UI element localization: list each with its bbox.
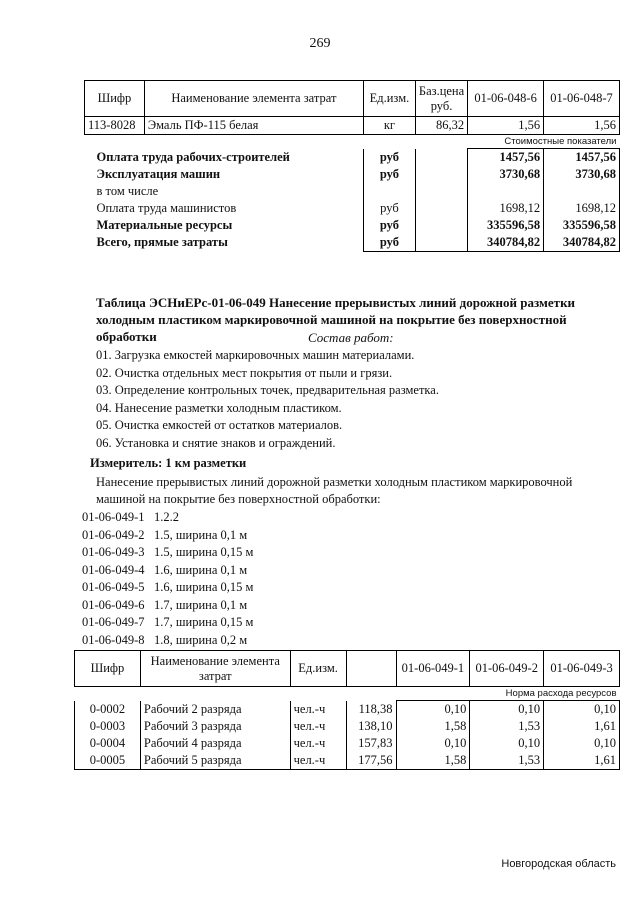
t2-header-name: Наименование элемента затрат	[140, 651, 290, 687]
footer-region: Новгородская область	[501, 858, 616, 870]
code-id: 01-06-049-7	[82, 615, 145, 629]
cost-v2: 340784,82	[544, 234, 620, 252]
header-name: Наименование элемента затрат	[144, 81, 363, 117]
code-text: 1.6, ширина 0,1 м	[154, 562, 248, 577]
cost-unit	[363, 183, 415, 200]
resource-row	[75, 735, 620, 752]
works-title: Состав работ:	[308, 330, 394, 345]
code-text: 1.6, ширина 0,15 м	[154, 580, 254, 594]
cost-row	[85, 234, 620, 252]
work-item: 05. Очистка емкостей от остатков материалов.	[96, 418, 343, 432]
code-id: 01-06-049-3	[82, 545, 145, 559]
code-id: 01-06-049-6	[82, 597, 145, 612]
header-code: Шифр	[85, 81, 145, 117]
cost-empty	[415, 200, 467, 217]
code-id: 01-06-049-8	[82, 632, 145, 647]
cost-name: в том числе	[96, 184, 159, 198]
cost-row	[85, 217, 620, 234]
code-id: 01-06-049-1	[82, 510, 145, 524]
cost-table-048	[84, 80, 620, 252]
t2-header-col3: 01-06-049-3	[544, 651, 620, 687]
code-text: 1.8, ширина 0,2 м	[154, 632, 248, 647]
material-val2: 1,56	[544, 117, 620, 135]
cost-name: Эксплуатация машин	[96, 167, 221, 181]
material-unit: кг	[363, 117, 415, 135]
code-text: 1.7, ширина 0,1 м	[154, 597, 248, 612]
cost-v1: 1698,12	[468, 200, 544, 217]
description: Нанесение прерывистых линий дорожной разметки холодным пластиком маркировочной машиной на покрытие без поверхностной обработки:	[96, 475, 573, 506]
resource-cell: Рабочий 2 разряда	[140, 701, 290, 719]
works-list	[96, 348, 439, 453]
cost-row	[85, 183, 620, 200]
code-item	[82, 598, 253, 616]
resource-cell: 0,10	[470, 735, 544, 752]
work-item: 04. Нанесение разметки холодным пластиком.	[96, 400, 342, 415]
work-item: 06. Установка и снятие знаков и ограждений.	[96, 435, 336, 450]
resource-cell: 1,53	[470, 718, 544, 735]
cost-empty	[415, 149, 467, 167]
code-id: 01-06-049-4	[82, 562, 145, 577]
code-item	[82, 615, 253, 633]
work-item: 03. Определение контрольных точек, предварительная разметка.	[96, 383, 439, 397]
code-id: 01-06-049-2	[82, 527, 145, 542]
cost-v1: 3730,68	[468, 166, 544, 183]
resource-cell: чел.-ч	[290, 735, 346, 752]
code-item	[82, 510, 253, 528]
code-id: 01-06-049-5	[82, 580, 145, 594]
cost-name: Оплата труда машинистов	[96, 201, 237, 215]
resource-table-049	[74, 650, 620, 770]
cost-empty	[415, 166, 467, 183]
resource-cell: 157,83	[346, 735, 396, 752]
resource-cell: 0,10	[470, 701, 544, 719]
cost-v2: 335596,58	[544, 217, 620, 234]
resource-row	[75, 701, 620, 719]
header-col1: 01-06-048-6	[468, 81, 544, 117]
resource-cell: Рабочий 5 разряда	[140, 752, 290, 770]
resource-cell: 1,61	[544, 752, 620, 770]
cost-unit: руб	[363, 234, 415, 252]
header-price: Баз.цена руб.	[415, 81, 467, 117]
cost-name: Всего, прямые затраты	[96, 235, 228, 250]
cost-empty	[415, 217, 467, 234]
code-item	[82, 633, 253, 651]
codes-list	[82, 510, 253, 650]
cost-name: Материальные ресурсы	[96, 218, 233, 232]
header-col2: 01-06-048-7	[544, 81, 620, 117]
material-val1: 1,56	[468, 117, 544, 135]
cost-unit: руб	[363, 217, 415, 234]
code-text: 1.7, ширина 0,15 м	[154, 615, 254, 629]
cost-unit: руб	[363, 149, 415, 167]
resource-cell: 0-0004	[75, 735, 141, 752]
meter: Измеритель: 1 км разметки	[90, 456, 247, 470]
resource-cell: 1,61	[544, 718, 620, 735]
cost-v2	[544, 183, 620, 200]
cost-v1: 335596,58	[468, 217, 544, 234]
cost-v2: 3730,68	[544, 166, 620, 183]
resource-cell: 0,10	[396, 735, 470, 752]
cost-unit: руб	[363, 200, 415, 217]
t2-header-col1: 01-06-049-1	[396, 651, 470, 687]
code-item	[82, 563, 253, 581]
cost-name: Оплата труда рабочих-строителей	[96, 149, 290, 164]
material-price: 86,32	[415, 117, 467, 135]
resource-cell: 118,38	[346, 701, 396, 719]
resource-cell: чел.-ч	[290, 701, 346, 719]
resource-row	[75, 718, 620, 735]
table-title: Таблица ЭСНиЕРс-01-06-049 Нанесение прерывистых линий дорожной разметки холодным пластиком маркировочной машиной на покрытие без поверхностной обработки	[96, 295, 576, 344]
cost-v1: 340784,82	[468, 234, 544, 252]
cost-row	[85, 166, 620, 183]
code-text: 1.2.2	[154, 510, 179, 524]
resource-cell: 0-0005	[75, 752, 141, 770]
resource-cell: чел.-ч	[290, 752, 346, 770]
resource-cell: 0,10	[396, 701, 470, 719]
work-item: 02. Очистка отдельных мест покрытия от пыли и грязи.	[96, 365, 393, 380]
resource-cell: 1,53	[470, 752, 544, 770]
resource-cell: чел.-ч	[290, 718, 346, 735]
t2-header-price	[346, 651, 396, 687]
cost-v1	[468, 183, 544, 200]
resource-cell: Рабочий 4 разряда	[140, 735, 290, 752]
code-text: 1.5, ширина 0,1 м	[154, 527, 248, 542]
material-code: 113-8028	[85, 117, 145, 135]
cost-v2: 1457,56	[544, 149, 620, 167]
resource-cell: 177,56	[346, 752, 396, 770]
resource-cell: 138,10	[346, 718, 396, 735]
resource-row	[75, 752, 620, 770]
resource-cell: 1,58	[396, 718, 470, 735]
code-text: 1.5, ширина 0,15 м	[154, 545, 254, 559]
cost-empty	[415, 183, 467, 200]
cost-row	[85, 149, 620, 167]
resource-cell: 0,10	[544, 735, 620, 752]
cost-unit: руб	[363, 166, 415, 183]
resource-cell: 0-0002	[75, 701, 141, 719]
resource-cell: 0-0003	[75, 718, 141, 735]
resource-cell: 1,58	[396, 752, 470, 770]
t2-header-unit: Ед.изм.	[290, 651, 346, 687]
cost-empty	[415, 234, 467, 252]
cost-row	[85, 200, 620, 217]
code-item	[82, 545, 253, 563]
t2-header-col2: 01-06-049-2	[470, 651, 544, 687]
norm-caption: Норма расхода ресурсов	[396, 687, 619, 701]
resource-cell: 0,10	[544, 701, 620, 719]
t2-header-code: Шифр	[75, 651, 141, 687]
header-unit: Ед.изм.	[363, 81, 415, 117]
cost-v2: 1698,12	[544, 200, 620, 217]
code-item	[82, 528, 253, 546]
material-name: Эмаль ПФ-115 белая	[144, 117, 363, 135]
code-item	[82, 580, 253, 598]
resource-cell: Рабочий 3 разряда	[140, 718, 290, 735]
cost-v1: 1457,56	[468, 149, 544, 167]
cost-caption: Стоимостные показатели	[468, 135, 620, 149]
page-number: 269	[309, 36, 331, 51]
work-item: 01. Загрузка емкостей маркировочных машин материалами.	[96, 348, 415, 362]
